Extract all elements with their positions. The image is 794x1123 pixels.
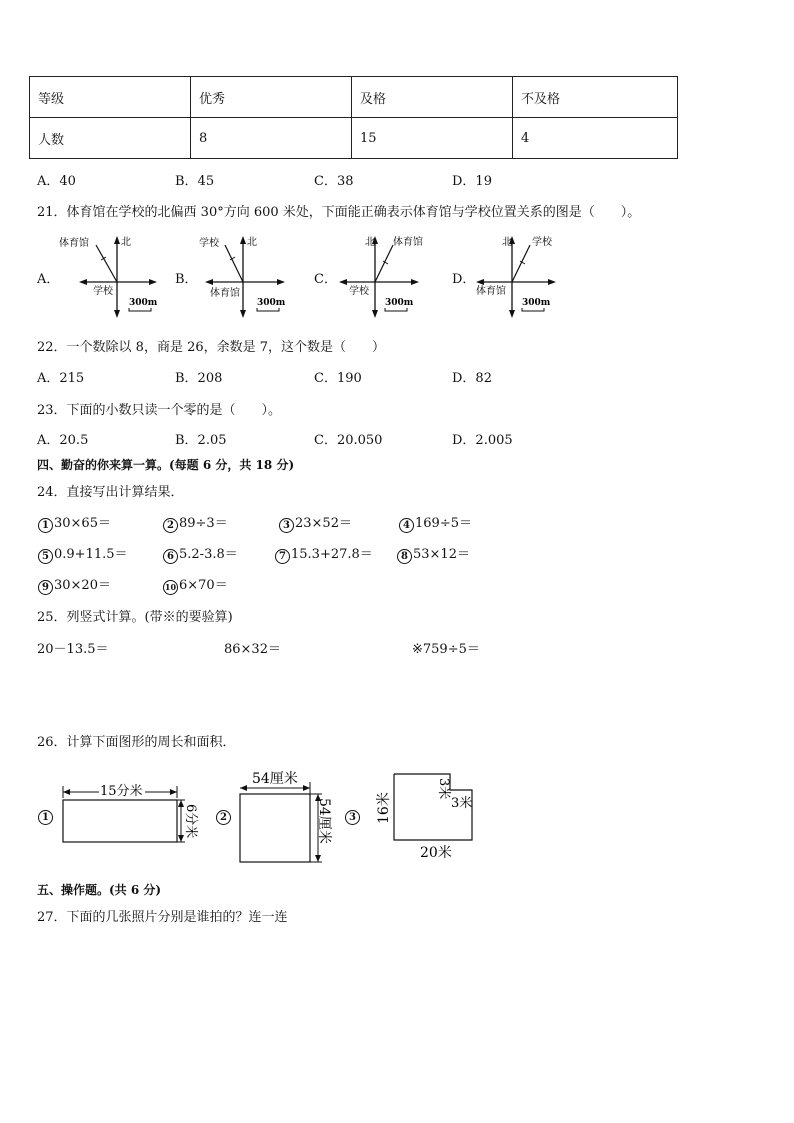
- width-label: 20米: [420, 845, 452, 861]
- table-cell: 优秀: [191, 77, 352, 118]
- direction-diagram-d: [472, 232, 582, 318]
- q23-option-d: D．2.005: [452, 433, 513, 448]
- diagram-north-label: 北: [365, 237, 375, 248]
- q20-option-a: A．40: [37, 174, 76, 189]
- q20-option-b: B．45: [175, 174, 215, 189]
- table-cell: 15: [352, 118, 513, 159]
- q22-option-c: C．190: [314, 371, 362, 386]
- q20-option-c: C．38: [314, 174, 354, 189]
- table-cell: 8: [191, 118, 352, 159]
- q24-item: 6 5.2-3.8＝: [163, 543, 238, 564]
- table-cell: 4: [513, 118, 678, 159]
- q21-option-b: B．: [175, 272, 198, 287]
- diagram-origin-label: 体育馆: [210, 288, 240, 299]
- q20-option-d: D．19: [452, 174, 492, 189]
- q22-option-a: A．215: [37, 371, 85, 386]
- q24-item: 10 6×70＝: [164, 578, 228, 593]
- width-label: 54厘米: [252, 771, 298, 787]
- diagram-origin-label: 学校: [349, 286, 369, 297]
- q22-option-b: B．208: [175, 371, 223, 386]
- q24-item: 7 15.3+27.8＝: [275, 543, 373, 564]
- height-label: 6分米: [183, 804, 198, 839]
- table-row: [30, 77, 678, 118]
- direction-diagram-c: [335, 232, 445, 318]
- grade-table: [29, 76, 678, 159]
- figure-number: 3: [345, 808, 361, 825]
- diagram-north-label: 北: [121, 237, 131, 248]
- diagram-place-label: 学校: [199, 238, 219, 249]
- q24-item: 4 169÷5＝: [399, 512, 472, 533]
- q24-item: 5 0.9+11.5＝: [38, 543, 128, 564]
- q26-text: 26．计算下面图形的周长和面积．: [37, 735, 236, 750]
- q23-option-c: C．20.050: [314, 433, 383, 448]
- table-cell: 不及格: [513, 77, 678, 118]
- notch-horizontal-label: 3米: [451, 796, 473, 811]
- height-label: 54厘米: [316, 798, 332, 844]
- diagram-place-label: 体育馆: [393, 237, 423, 248]
- diagram-origin-label: 学校: [93, 286, 113, 297]
- figure-number: 1: [38, 808, 54, 825]
- q21-option-c: C．: [314, 272, 337, 287]
- direction-diagram-a: [55, 232, 165, 318]
- scale-label: 300m: [385, 298, 414, 308]
- q24-item: 8 53×12＝: [397, 543, 470, 564]
- q21-option-d: D．: [452, 272, 476, 287]
- square-figure-2: [234, 766, 334, 866]
- table-row: [30, 118, 678, 159]
- q25-item: 86×32＝: [224, 642, 281, 657]
- section-heading: 五、操作题。(共 6 分): [37, 883, 162, 897]
- q23-option-a: A．20.5: [37, 433, 89, 448]
- q25-item: 20－13.5＝: [37, 642, 109, 657]
- q24-item: 1 30×65＝: [38, 512, 111, 533]
- diagram-north-label: 北: [247, 237, 257, 248]
- q24-item: 9 30×20＝: [38, 574, 111, 595]
- table-cell: 等级: [30, 77, 191, 118]
- notched-figure-3: [368, 768, 488, 863]
- rectangle-figure-1: [55, 780, 205, 850]
- q27-text: 27．下面的几张照片分别是谁拍的？连一连: [37, 910, 288, 925]
- scale-label: 300m: [129, 298, 158, 308]
- q24-text: 24．直接写出计算结果．: [37, 485, 184, 500]
- q22-text: 22．一个数除以 8，商是 26，余数是 7，这个数是（ ）: [37, 340, 386, 355]
- height-label: 16米: [376, 792, 392, 824]
- diagram-north-label: 北: [502, 237, 512, 248]
- diagram-place-label: 体育馆: [59, 238, 89, 249]
- q24-item: 2 89÷3＝: [163, 512, 228, 533]
- figure-number: 2: [216, 808, 232, 825]
- table-cell: 人数: [30, 118, 191, 159]
- q21-text: 21．体育馆在学校的北偏西 30°方向 600 米处，下面能正确表示体育馆与学校位置关系的图是（ ）。: [37, 205, 641, 220]
- section-heading: 四、勤奋的你来算一算。(每题 6 分，共 18 分): [37, 458, 295, 472]
- scale-label: 300m: [522, 298, 551, 308]
- q23-text: 23．下面的小数只读一个零的是（ ）。: [37, 403, 282, 418]
- q22-option-d: D．82: [452, 371, 492, 386]
- width-label: 15分米: [100, 784, 143, 799]
- direction-diagram-b: [195, 232, 305, 318]
- scale-label: 300m: [257, 298, 286, 308]
- diagram-place-label: 学校: [532, 237, 552, 248]
- notch-vertical-label: 3米: [436, 778, 451, 800]
- q21-option-a: A．: [37, 272, 60, 287]
- q25-text: 25．列竖式计算。(带※的要验算): [37, 610, 233, 625]
- q23-option-b: B．2.05: [175, 433, 227, 448]
- diagram-origin-label: 体育馆: [476, 286, 506, 297]
- q25-item: ※759÷5＝: [412, 642, 480, 657]
- table-cell: 及格: [352, 77, 513, 118]
- q24-item: 3 23×52＝: [279, 512, 352, 533]
